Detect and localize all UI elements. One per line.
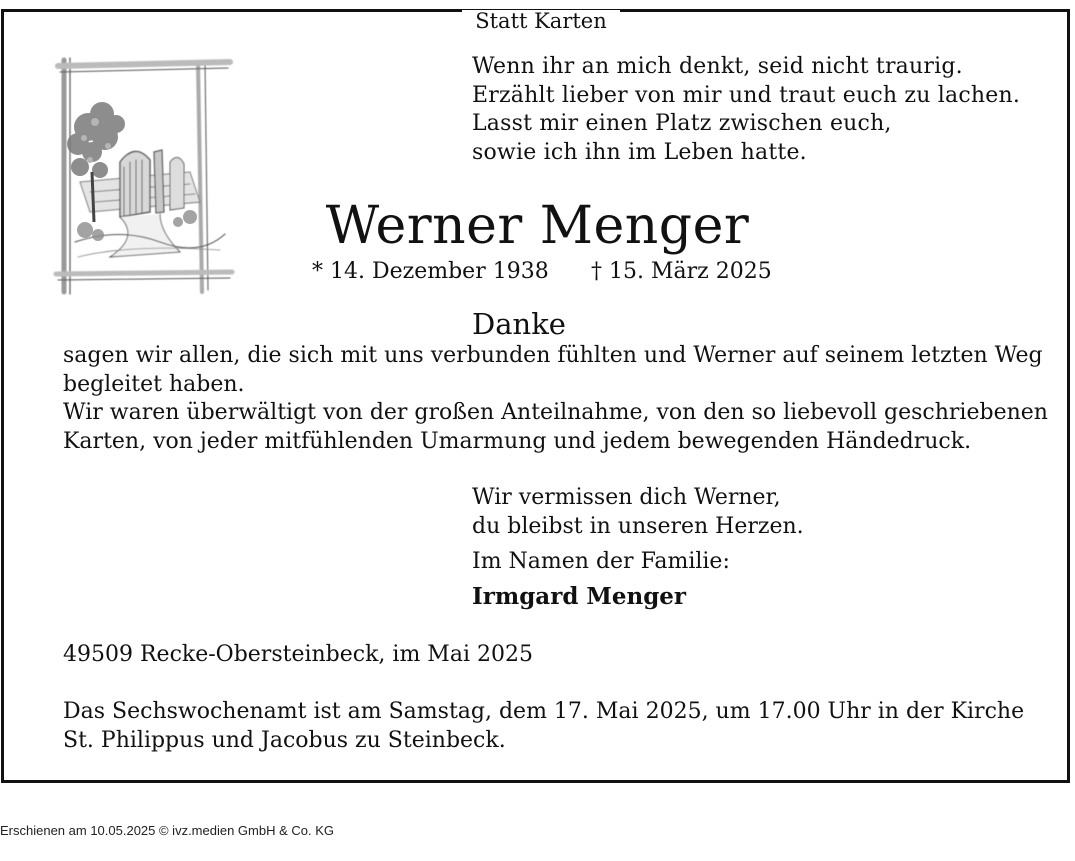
header-label: Statt Karten [462, 10, 620, 32]
service-line: St. Philippus und Jacobus zu Steinbeck. [63, 728, 506, 753]
thanks-line: Wir waren überwältigt von der großen Anteilnahme, von den so liebevoll geschriebenen [63, 400, 1048, 425]
thanks-line: sagen wir allen, die sich mit uns verbunden fühlten und Werner auf seinem letzten Weg [63, 343, 1043, 368]
service-line: Das Sechswochenamt ist am Samstag, dem 17. Mai 2025, um 17.00 Uhr in der Kirche [63, 699, 1025, 724]
closing-words [472, 484, 804, 541]
family-label: Im Namen der Familie: [472, 549, 730, 574]
closing-line: Wir vermissen dich Werner, [472, 485, 781, 510]
poem-line: Lasst mir einen Platz zwischen euch, [472, 111, 892, 136]
closing-line: du bleibst in unseren Herzen. [472, 513, 804, 539]
thanks-line: begleitet haben. [63, 371, 245, 397]
garden-gate-sketch-icon [50, 52, 240, 302]
thanks-heading: Danke [472, 307, 566, 341]
service-notice [63, 697, 1025, 755]
poem [472, 53, 1020, 167]
death-date: † 15. März 2025 [591, 259, 772, 284]
thanks-text [63, 342, 1048, 456]
poem-line: Wenn ihr an mich denkt, seid nicht traurig. [472, 54, 963, 79]
birth-date: * 14. Dezember 1938 [312, 259, 549, 284]
place-date: 49509 Recke-Obersteinbeck, im Mai 2025 [63, 642, 533, 667]
thanks-line: Karten, von jeder mitfühlenden Umarmung und jedem bewegenden Händedruck. [63, 428, 972, 454]
poem-line: sowie ich ihn im Leben hatte. [472, 139, 807, 165]
deceased-name: Werner Menger [325, 196, 750, 256]
poem-line: Erzählt lieber von mir und traut euch zu lachen. [472, 82, 1021, 108]
publication-footer: Erschienen am 10.05.2025 © ivz.medien GmbH & Co. KG [0, 823, 335, 838]
signature: Irmgard Menger [472, 583, 687, 610]
